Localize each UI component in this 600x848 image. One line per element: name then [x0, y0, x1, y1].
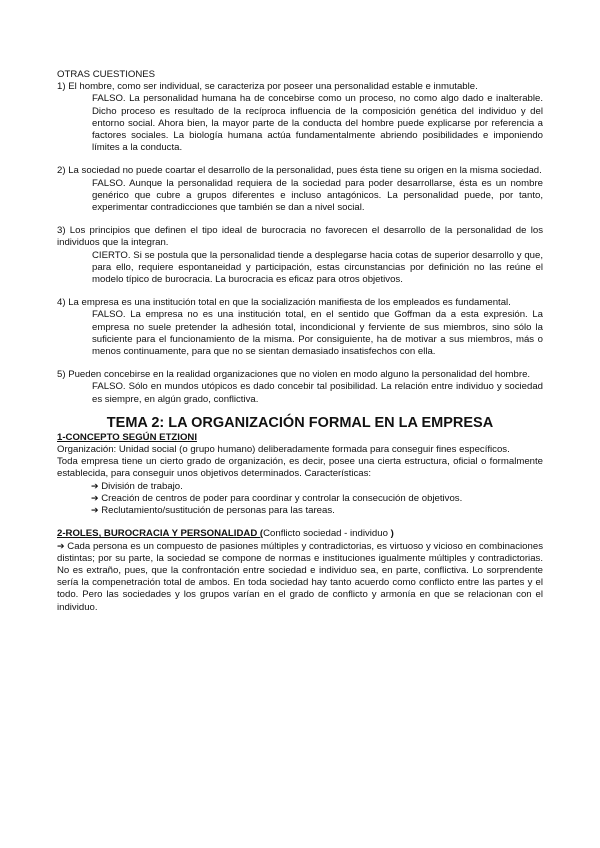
section2-heading-main: 2-ROLES, BUROCRACIA Y PERSONALIDAD (	[57, 528, 264, 540]
answer-1: FALSO. La personalidad humana ha de concebirse como un proceso, no como algo dado e inalterable. Dicho proceso es resultado de la recíproca influencia de la composición genética del individuo y del entorno social. Ahora bien, la mayor parte de la conducta del hombre puede explicarse por referencia a factores sociales. La biología humana actúa fundamentalmente abriendo posibilidades e imponiendo límites a la conducta.	[92, 93, 543, 154]
section1-heading: 1-CONCEPTO SEGÚN ETZIONI	[57, 431, 198, 443]
section2-para-text: Cada persona es un compuesto de pasiones múltiples y contradictorias, es virtuoso y vicioso en combinaciones distintas; por su parte, la sociedad se compone de normas e instituciones igualmente múltiples y contradictorias. No es extraño, pues, que la confrontación entre sociedad e individuo sea, en parte, conflictiva. Lo sorprendente sería la compenetración total de ambos. En toda sociedad hay tanto acuerdo como conflicto entre las partes y el todo. Pero las sociedades y los grupos varían en el grado de conflicto y armonía en que se relacionan con el individuo.	[57, 540, 543, 613]
arrow-right-icon: ➔	[91, 493, 99, 504]
answer-4: FALSO. La empresa no es una institución total, en el sentido que Goffman da a esta expresión. La empresa no suele pretender la adhesión total, incondicional y ferviente de sus miembros, sino sólo la suficiente para el funcionamiento de la misma. Por consiguiente, ha de motivar a sus miembros, más o menos continuamente, para que no se sientan demasiado insatisfechos con ella.	[92, 309, 543, 358]
bullet-text: Reclutamiento/sustitución de personas para las tareas.	[101, 505, 335, 517]
section1-para2: Toda empresa tiene un cierto grado de organización, es decir, posee una cierta estructura, oficial o formalmente establecida, para conseguir unos objetivos determinados. Características:	[57, 456, 543, 480]
otras-heading: OTRAS CUESTIONES	[57, 69, 156, 80]
arrow-right-icon: ➔	[57, 541, 65, 552]
arrow-right-icon: ➔	[91, 506, 99, 517]
section2-para	[57, 541, 543, 614]
question-4: 4) La empresa es una institución total en que la socialización manifiesta de los empleados es fundamental.	[57, 297, 511, 309]
question-3: 3) Los principios que definen el tipo ideal de burocracia no favorecen el desarrollo de la personalidad de los individuos que la integran.	[57, 225, 543, 249]
section2-heading	[57, 528, 543, 540]
answer-2: FALSO. Aunque la personalidad requiera de la sociedad para poder desarrollarse, ésta es un nombre genérico que cubre a grupos diferentes e incluso antagónicos. La personalidad puede, por tanto, experimentar contradicciones que también se dan a nivel social.	[92, 177, 543, 214]
section2-heading-sub: Conflicto sociedad - individuo	[263, 528, 388, 540]
answer-5: FALSO. Sólo en mundos utópicos es dado concebir tal posibilidad. La relación entre individuo y sociedad es siempre, en algún grado, conflictiva.	[92, 381, 543, 405]
question-2: 2) La sociedad no puede coartar el desarrollo de la personalidad, pues ésta tiene su origen en la misma sociedad.	[57, 165, 542, 177]
document-page	[57, 69, 543, 614]
question-5: 5) Pueden concebirse en la realidad organizaciones que no violen en modo alguno la personalidad del hombre.	[57, 369, 531, 381]
list-item	[91, 481, 543, 493]
answer-3: CIERTO. Si se postula que la personalidad tiende a desplegarse hacia cotas de superior desarrollo y que, para ello, requiere espontaneidad y participación, estas circunstancias por definición no las reúne el modelo típico de burocracia. La burocracia es eficaz para otros objetivos.	[92, 249, 543, 286]
list-item	[91, 505, 543, 517]
question-1: 1) El hombre, como ser individual, se caracteriza por poseer una personalidad estable e inmutable.	[57, 81, 478, 93]
tema-title: TEMA 2: LA ORGANIZACIÓN FORMAL EN LA EMPRESA	[106, 414, 494, 431]
arrow-right-icon: ➔	[91, 481, 99, 492]
section1-para1: Organización: Unidad social (o grupo humano) deliberadamente formada para conseguir fines específicos.	[57, 444, 510, 456]
list-item	[91, 493, 543, 505]
bullet-text: Creación de centros de poder para coordinar y controlar la consecución de objetivos.	[101, 492, 463, 504]
section2-heading-close: )	[390, 528, 394, 540]
bullet-text: División de trabajo.	[101, 480, 183, 492]
